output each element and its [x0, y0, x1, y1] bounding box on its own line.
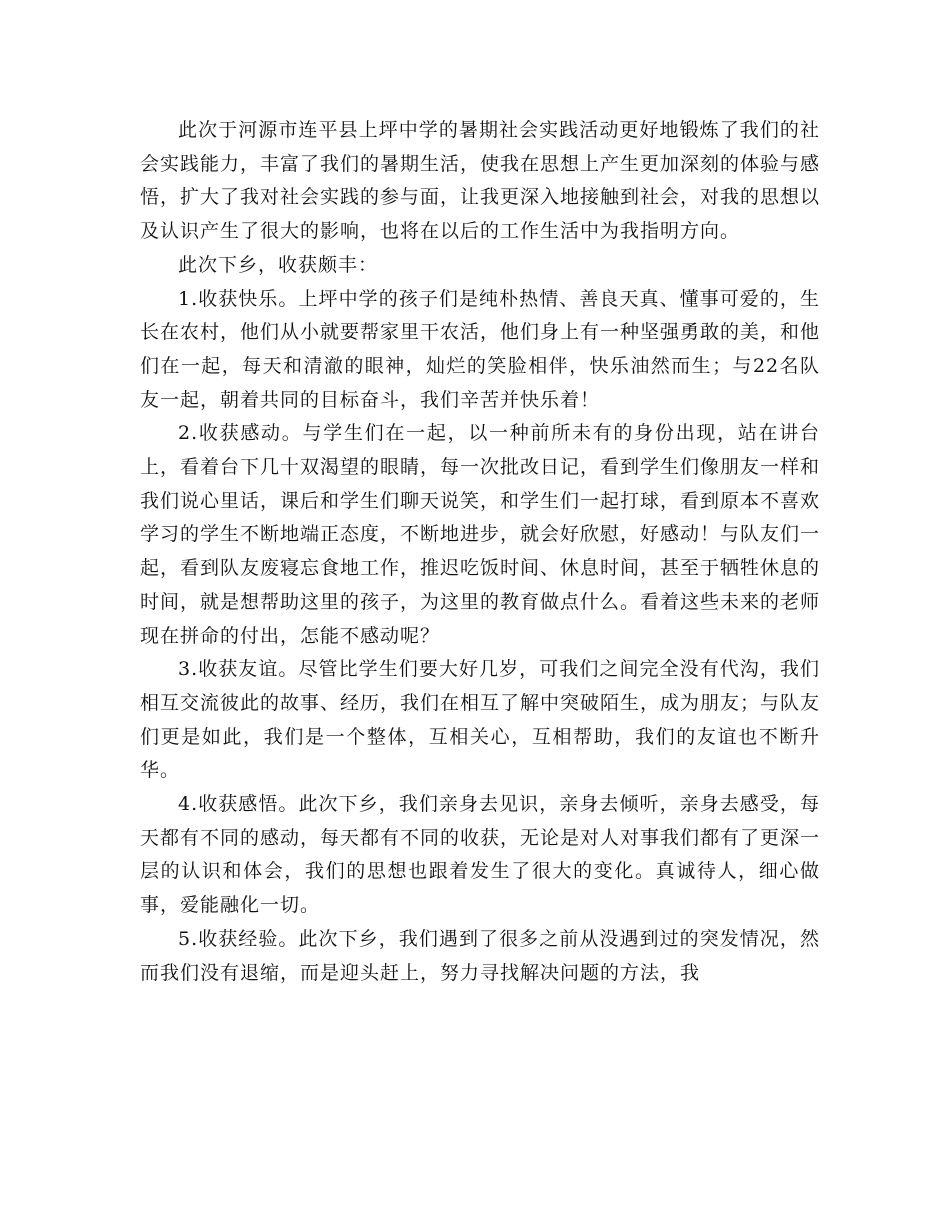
document-body: [140, 114, 820, 990]
paragraph-friendship: 3.收获友谊。尽管比学生们要大好几岁，可我们之间完全没有代沟，我们相互交流彼此的故事、经历，我们在相互了解中突破陌生，成为朋友；与队友们更是如此，我们是一个整体，互相关心，互相帮助，我们的友谊也不断升华。: [140, 658, 821, 782]
paragraph-insight: 4.收获感悟。此次下乡，我们亲身去见识，亲身去倾听，亲身去感受，每天都有不同的感动，每天都有不同的收获，无论是对人对事我们都有了更深一层的认识和体会，我们的思想也跟着发生了很大的变化。真诚待人，细心做事，爱能融化一切。: [140, 793, 821, 917]
paragraph-happiness: 1.收获快乐。上坪中学的孩子们是纯朴热情、善良天真、懂事可爱的，生长在农村，他们从小就要帮家里干农活，他们身上有一种坚强勇敢的美，和他们在一起，每天和清澈的眼神，灿烂的笑脸相伴，快乐油然而生；与22名队友一起，朝着共同的目标奋斗，我们辛苦并快乐着！: [140, 287, 821, 411]
paragraph-experience: 5.收获经验。此次下乡，我们遇到了很多之前从没遇到过的突发情况，然而我们没有退缩，而是迎头赶上，努力寻找解决问题的方法，我: [140, 927, 820, 984]
paragraph-moved: 2.收获感动。与学生们在一起，以一种前所未有的身份出现，站在讲台上，看着台下几十双渴望的眼睛，每一次批改日记，看到学生们像朋友一样和我们说心里话，课后和学生们聊天说笑，和学生们一起打球，看到原本不喜欢学习的学生不断地端正态度，不断地进步，就会好欣慰，好感动！与队友们一起，看到队友废寝忘食地工作，推迟吃饭时间、休息时间，甚至于牺牲休息的时间，就是想帮助这里的孩子，为这里的教育做点什么。看着这些未来的老师现在拼命的付出，怎能不感动呢？: [140, 422, 821, 647]
paragraph-summary: 此次下乡，收获颇丰：: [178, 253, 379, 276]
paragraph-intro: 此次于河源市连平县上坪中学的暑期社会实践活动更好地锻炼了我们的社会实践能力，丰富了我们的暑期生活，使我在思想上产生更加深刻的体验与感悟，扩大了我对社会实践的参与面，让我更深入地接触到社会，对我的思想以及认识产生了很大的影响，也将在以后的工作生活中为我指明方向。: [140, 119, 821, 243]
